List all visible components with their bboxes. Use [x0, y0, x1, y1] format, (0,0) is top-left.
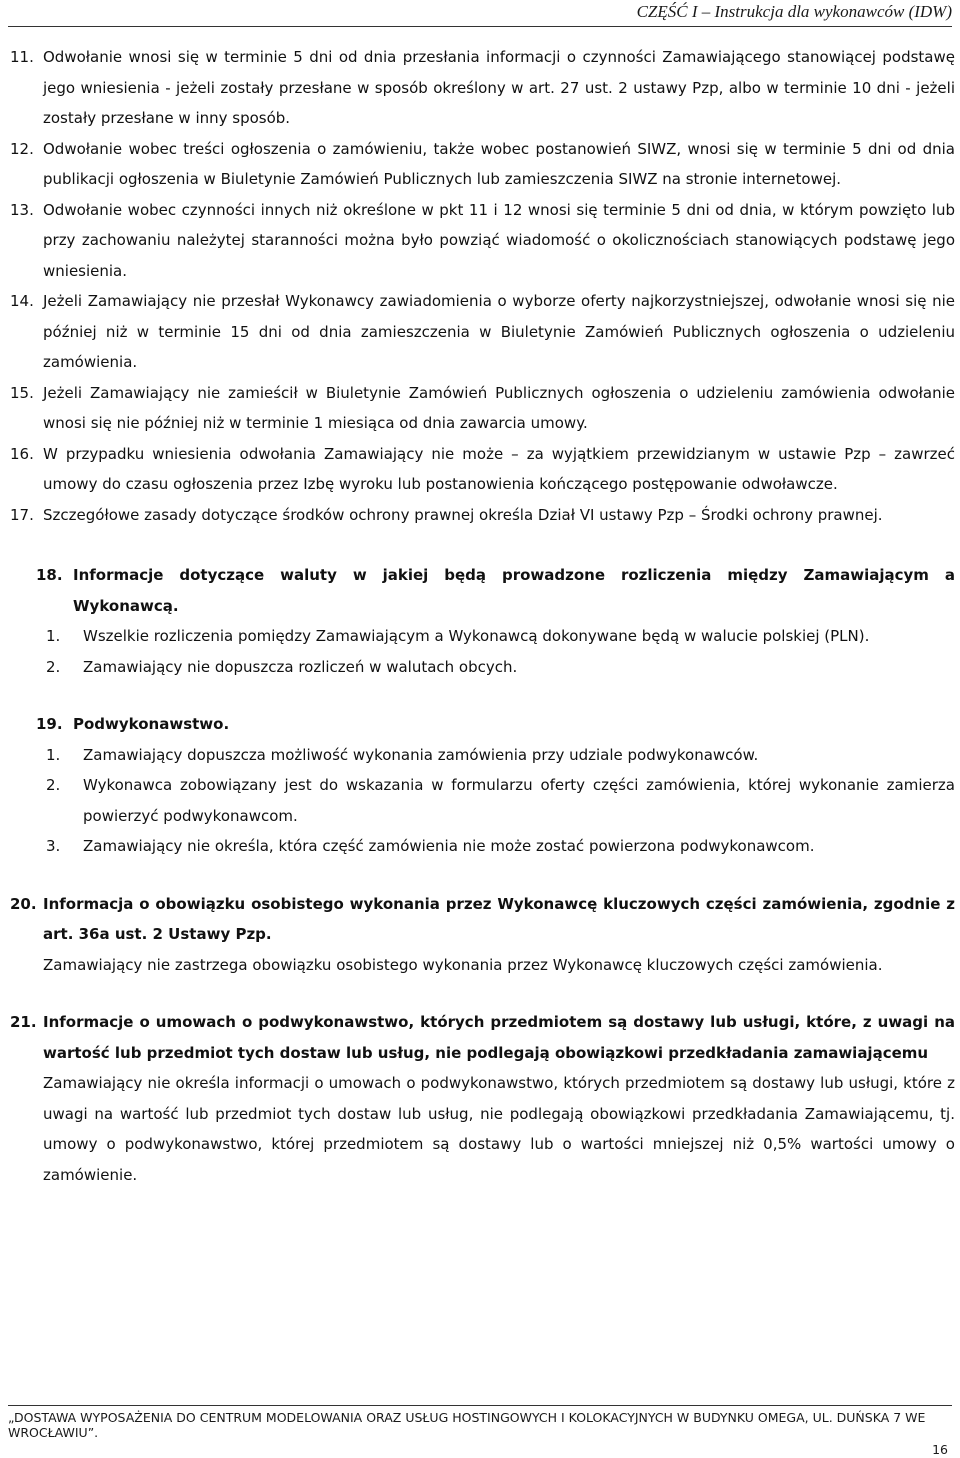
section-gap [10, 980, 955, 1007]
item-text: Wykonawca zobowiązany jest do wskazania w formularzu oferty części zamówienia, której wykonanie zamierza powierzyć podwykonawcom. [83, 776, 955, 825]
item-text: Odwołanie wobec czynności innych niż określone w pkt 11 i 12 wnosi się terminie 5 dni od dnia, w którym powzięto lub przy zachowaniu należytej staranności można było powziąć wiadomość o okolicznościach stanowiących podstawę jego wniesienia. [43, 200, 955, 280]
section-19-heading [10, 709, 955, 740]
section-number: 20. [10, 894, 37, 913]
item-number: 17. [10, 505, 34, 524]
item-number: 16. [10, 444, 34, 463]
section-number: 19. [36, 715, 63, 733]
item-text: Zamawiający dopuszcza możliwość wykonania zamówienia przy udziale podwykonawców. [83, 745, 759, 764]
section-18-item-2 [10, 652, 955, 683]
item-text: Odwołanie wnosi się w terminie 5 dni od dnia przesłania informacji o czynności Zamawiającego stanowiącej podstawę jego wniesienia - jeżeli zostały przesłane w sposób określony w art. 27 ust. 2 ustawy Pzp, albo w terminie 10 dni - jeżeli zostały przesłane w inny sposób. [43, 48, 955, 127]
list-item-16 [10, 439, 955, 500]
section-title: Podwykonawstwo. [73, 715, 230, 733]
section-title: Informacje o umowach o podwykonawstwo, których przedmiotem są dostawy lub usługi, które, z uwagi na wartość lub przedmiot tych dostaw lub usług, nie podlegają obowiązkowi przedkładania zamawiającemu [43, 1013, 955, 1062]
list-item-15 [10, 378, 955, 439]
section-20-body: Zamawiający nie zastrzega obowiązku osobistego wykonania przez Wykonawcę kluczowych części zamówienia. [43, 955, 883, 974]
item-text: Odwołanie wobec treści ogłoszenia o zamówieniu, także wobec postanowień SIWZ, wnosi się w terminie 5 dni od dnia publikacji ogłoszenia w Biuletynie Zamówień Publicznych lub zamieszczenia SIWZ na stronie internetowej. [43, 139, 955, 188]
list-item-13 [10, 195, 955, 287]
item-number: 11. [10, 48, 34, 66]
section-gap [10, 682, 955, 709]
item-number: 3. [46, 837, 61, 855]
item-number: 2. [46, 776, 61, 794]
section-18-heading [10, 560, 955, 621]
section-number: 18. [36, 566, 63, 584]
item-text: Zamawiający nie dopuszcza rozliczeń w walutach obcych. [83, 657, 518, 676]
section-19-item-3 [10, 831, 955, 862]
section-18-item-1 [10, 621, 955, 652]
section-gap [10, 862, 955, 889]
item-text: Jeżeli Zamawiający nie zamieścił w Biuletynie Zamówień Publicznych ogłoszenia o udzieleniu zamówienia odwołanie wnosi się nie później niż w terminie 1 miesiąca od dnia zawarcia umowy. [43, 383, 955, 432]
page-number: 16 [932, 1442, 948, 1457]
item-number: 12. [10, 139, 34, 158]
list-item-17 [10, 500, 955, 531]
item-number: 13. [10, 200, 34, 219]
item-number: 1. [46, 745, 61, 764]
item-text: Wszelkie rozliczenia pomiędzy Zamawiającym a Wykonawcą dokonywane będą w walucie polskiej (PLN). [83, 627, 870, 645]
item-text: Zamawiający nie określa, która część zamówienia nie może zostać powierzona podwykonawcom. [83, 837, 815, 855]
list-item-12 [10, 134, 955, 195]
section-gap [10, 530, 955, 560]
section-19-item-1 [10, 740, 955, 771]
list-item-11 [10, 42, 955, 134]
section-title: Informacje dotyczące waluty w jakiej będą prowadzone rozliczenia między Zamawiającym a Wykonawcą. [73, 566, 955, 615]
running-header: CZĘŚĆ I – Instrukcja dla wykonawców (IDW) [636, 2, 952, 21]
item-number: 14. [10, 292, 34, 310]
item-text: Jeżeli Zamawiający nie przesłał Wykonawcy zawiadomienia o wyborze oferty najkorzystniejszej, odwołanie wnosi się nie później niż w terminie 15 dni od dnia zamieszczenia w Biuletynie Zamówień Publicznych ogłoszenia o udzieleniu zamówienia. [43, 292, 955, 371]
document-body [10, 42, 955, 1190]
header-divider [8, 26, 952, 27]
running-footer: „DOSTAWA WYPOSAŻENIA DO CENTRUM MODELOWANIA ORAZ USŁUG HOSTINGOWYCH I KOLOKACYJNYCH W BUDYNKU OMEGA, UL. DUŃSKA 7 WE WROCŁAWIU”. [8, 1410, 926, 1440]
item-text: W przypadku wniesienia odwołania Zamawiający nie może – za wyjątkiem przewidzianym w ustawie Pzp – zawrzeć umowy do czasu ogłoszenia przez Izbę wyroku lub postanowienia kończącego postępowanie odwoławcze. [43, 444, 955, 493]
section-21-heading [10, 1007, 955, 1068]
section-number: 21. [10, 1013, 37, 1031]
section-21-body: Zamawiający nie określa informacji o umowach o podwykonawstwo, których przedmiotem są dostawy lub usługi, które z uwagi na wartość lub przedmiot tych dostaw lub usług, nie podlegają obowiązkowi przedkładania Zamawiającemu, tj. umowy o podwykonawstwo, której przedmiotem są dostawy lub o wartości mniejszej niż 0,5% wartości umowy o zamówienie. [43, 1074, 955, 1184]
item-number: 15. [10, 383, 34, 402]
item-number: 2. [46, 657, 61, 676]
section-19-item-2 [10, 770, 955, 831]
section-title: Informacja o obowiązku osobistego wykonania przez Wykonawcę kluczowych części zamówienia, zgodnie z art. 36a ust. 2 Ustawy Pzp. [43, 894, 955, 943]
item-number: 1. [46, 627, 61, 645]
list-item-14 [10, 286, 955, 378]
section-20-heading [10, 889, 955, 950]
footer-divider [8, 1405, 952, 1406]
item-text: Szczegółowe zasady dotyczące środków ochrony prawnej określa Dział VI ustawy Pzp – Środki ochrony prawnej. [43, 505, 883, 524]
